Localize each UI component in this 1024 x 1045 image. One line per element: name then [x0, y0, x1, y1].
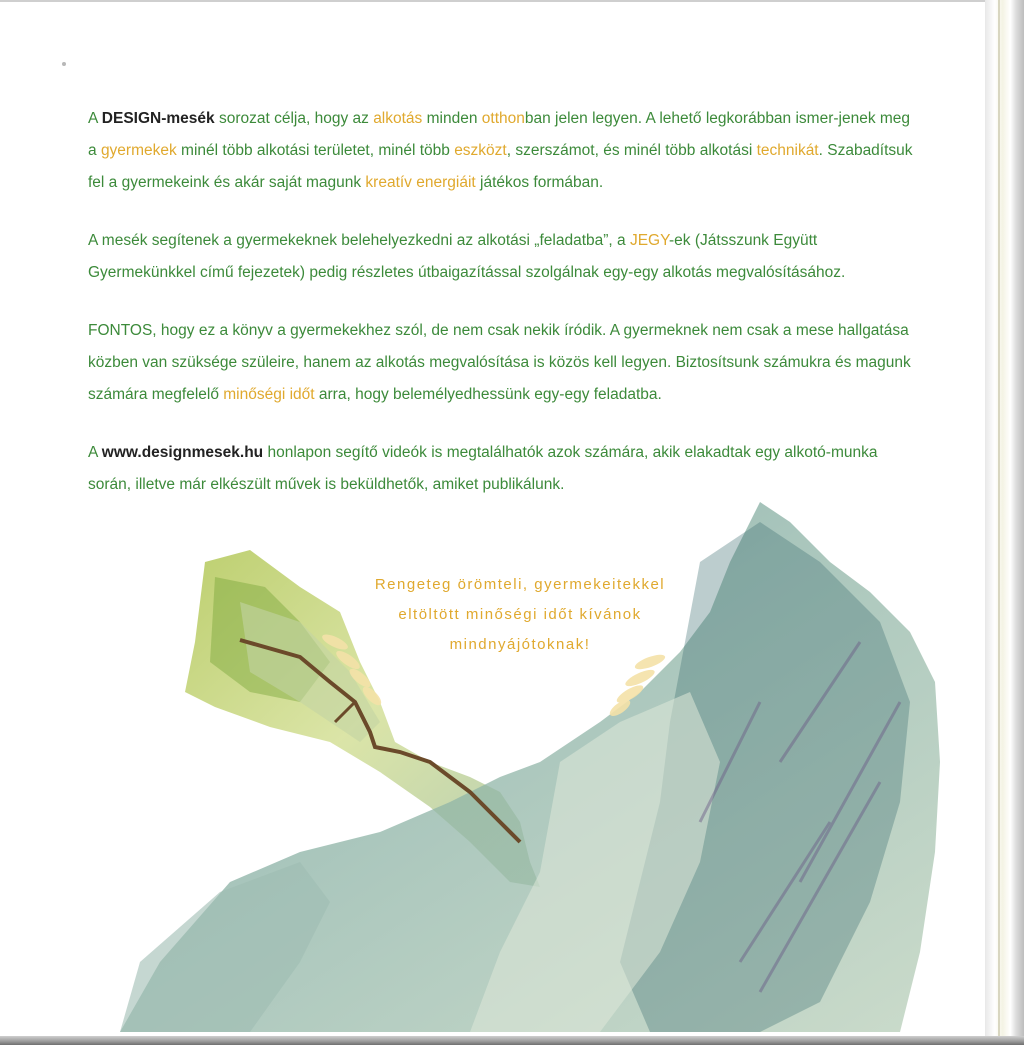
text-segment: -ek (Játsszunk Együtt Gyermekünkkel című fejezetek) pedig részletes útbaigazítással szolgálnak egy-egy alkotás megvalósításához.	[88, 232, 846, 281]
paragraph-web	[88, 437, 920, 501]
paragraph-fontos	[88, 315, 920, 411]
text-segment: A	[88, 444, 102, 461]
paragraph-intro	[88, 103, 920, 199]
closing-wish	[300, 570, 740, 660]
highlight-kreativ-energiait: kreatív energiáit	[365, 174, 476, 191]
wish-line: eltöltött minőségi időt kívánok	[398, 606, 642, 623]
wish-line: Rengeteg örömteli, gyermekeitekkel	[374, 576, 666, 593]
text-segment: játékos formában.	[475, 174, 604, 191]
text-segment: A mesék segítenek a gyermekeknek belehelyezkedni az alkotási „feladatba”, a	[88, 232, 630, 249]
text-segment: . Szabadítsuk fel a gyermekeink és akár saját magunk	[88, 142, 913, 191]
highlight-technikat: technikát	[756, 142, 819, 159]
website-url: www.designmesek.hu	[101, 444, 264, 461]
book-bottom-edge	[0, 1036, 1024, 1045]
highlight-gyermekek: gyermekek	[100, 142, 177, 159]
paragraph-jegy	[88, 225, 920, 289]
text-segment: ban jelen legyen. A lehető legkorábban ismer-jenek meg a	[88, 110, 911, 159]
highlight-jegy: JEGY	[629, 232, 670, 249]
highlight-alkotas: alkotás	[373, 110, 423, 127]
text-segment: FONTOS, hogy ez a könyv a gyermekekhez szól, de nem csak nekik íródik. A gyermeknek nem csak a mese hallgatása közben van szüksége szüleire, hanem az alkotás megvalósítása is közös kell legyen. Biztosítsunk számukra és magunk számára megfelelő	[88, 322, 911, 403]
wish-line: mindnyájótoknak!	[449, 636, 591, 653]
intro-text-block	[88, 103, 920, 527]
highlight-otthon: otthon	[481, 110, 525, 127]
text-segment: sorozat célja, hogy az	[214, 110, 374, 127]
text-segment: A	[88, 110, 102, 127]
text-segment: , szerszámot, és minél több alkotási	[506, 142, 757, 159]
highlight-minosegi-idot: minőségi időt	[223, 386, 315, 403]
book-spine-edge	[985, 0, 1024, 1045]
text-segment: honlapon segítő videók is megtalálhatók azok számára, akik elakadtak egy alkotó-munka során, illetve már elkészült művek is beküldhetők, amiket publikálunk.	[88, 444, 878, 493]
text-segment: arra, hogy belemélyedhessünk egy-egy feladatba.	[314, 386, 662, 403]
highlight-eszkozt: eszközt	[454, 142, 507, 159]
text-segment: minél több alkotási területet, minél több	[176, 142, 455, 159]
series-name: DESIGN-mesék	[101, 110, 215, 127]
text-segment: minden	[422, 110, 482, 127]
